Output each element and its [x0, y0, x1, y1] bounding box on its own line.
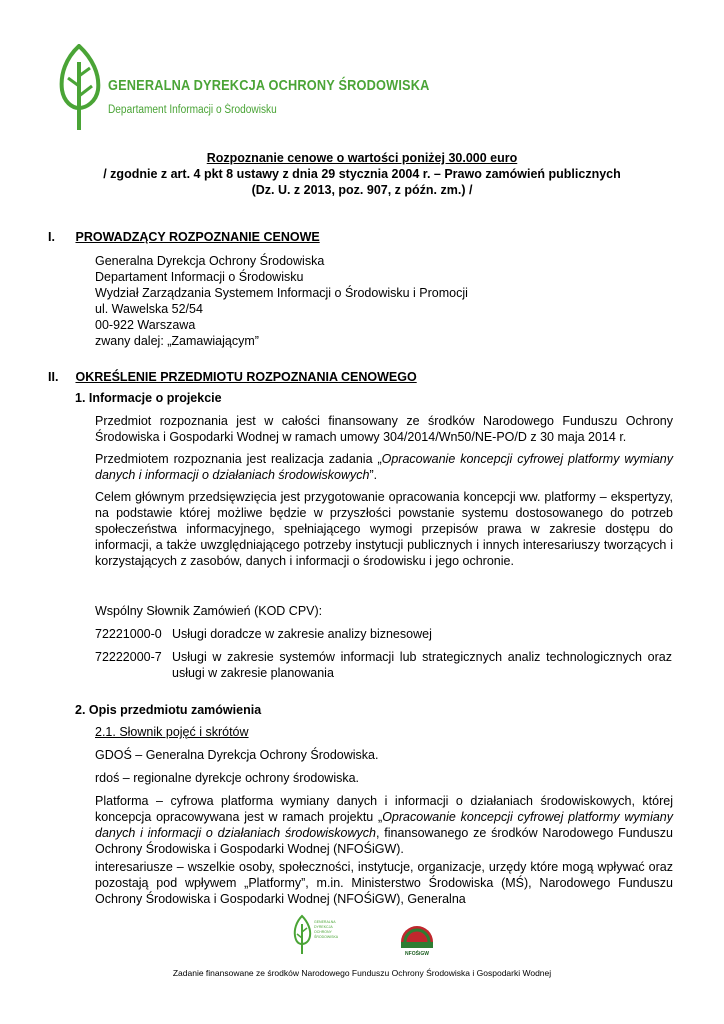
- subsection-1-heading: 1. Informacje o projekcie: [75, 391, 222, 405]
- section-1-number: I.: [48, 230, 55, 244]
- address-line: zwany dalej: „Zamawiającym”: [95, 334, 259, 348]
- footer-text: Zadanie finansowane ze środków Narodowego Funduszu Ochrony Środowiska i Gospodarki Wodnej: [172, 968, 552, 978]
- cpv-item: [95, 649, 673, 681]
- subsection-2-1-heading: 2.1. Słownik pojęć i skrótów: [95, 725, 249, 739]
- cpv-code: 72222000-7: [95, 650, 162, 664]
- section-2-heading: [48, 369, 417, 385]
- definition-gdos: GDOŚ – Generalna Dyrekcja Ochrony Środowiska.: [95, 748, 379, 762]
- definition-stakeholders: interesariusze – wszelkie osoby, społeczności, instytucje, organizacje, urzędy które mogą wpływać oraz pozostają pod wpływem „Platformy”, m.in. Ministerstwo Środowiska (MŚ), Narodowego Funduszu Ochrony Środowiska i Gospodarki Wodnej (NFOŚiGW), Generalna: [95, 860, 673, 906]
- logo2-text: NFOŚiGW: [405, 951, 429, 957]
- definition-platform: Platforma – cyfrowa platforma wymiany danych i informacji o działaniach środowiskowych, której koncepcja opracowywana jest w ramach projektu „Opracowanie koncepcji cyfrowej platformy wymiany danych i informacji o działaniach środowiskowych, finansowanego ze środków Narodowego Funduszu Ochrony Środowiska i Gospodarki Wodnej (NFOŚiGW).: [95, 794, 673, 856]
- address-line: Generalna Dyrekcja Ochrony Środowiska: [95, 254, 325, 268]
- address-line: Wydział Zarządzania Systemem Informacji o Środowisku i Promocji: [95, 286, 468, 300]
- logo1-text: DYREKCJA: [314, 925, 333, 929]
- paragraph-financing: Przedmiot rozpoznania jest w całości finansowany ze środków Narodowego Funduszu Ochrony Środowiska i Gospodarki Wodnej w ramach umowy 304/2014/Wn50/NE-PO/D z 30 maja 2014 r.: [95, 414, 673, 444]
- cpv-description: Usługi w zakresie systemów informacji lub strategicznych analiz technologicznych oraz usługi w zakresie planowania: [172, 650, 672, 680]
- document-title: [60, 150, 664, 198]
- logo1-text: GENERALNA: [314, 920, 336, 924]
- footer-logos: [292, 914, 442, 958]
- org-name: GENERALNA DYREKCJA OCHRONY ŚRODOWISKA: [108, 78, 430, 94]
- nfosigw-logo-icon: [397, 914, 437, 958]
- logo1-text: ŚRODOWISKA: [314, 935, 338, 939]
- title-line-2: / zgodnie z art. 4 pkt 8 ustawy z dnia 29 stycznia 2004 r. – Prawo zamówień publicznych: [103, 167, 621, 181]
- gdos-small-logo-icon: [292, 914, 338, 958]
- section-1-heading: [48, 229, 320, 245]
- section-2-label: OKREŚLENIE PRZEDMIOTU ROZPOZNANIA CENOWEGO: [75, 370, 417, 384]
- subsection-2-heading: 2. Opis przedmiotu zamówienia: [75, 703, 262, 717]
- cpv-item: [95, 626, 673, 642]
- cpv-code: 72221000-0: [95, 627, 162, 641]
- section-2-number: II.: [48, 370, 59, 384]
- address-line: ul. Wawelska 52/54: [95, 302, 203, 316]
- address-line: 00-922 Warszawa: [95, 318, 196, 332]
- header: [58, 44, 458, 134]
- definition-rdos: rdoś – regionalne dyrekcje ochrony środowiska.: [95, 771, 360, 785]
- cpv-description: Usługi doradcze w zakresie analizy biznesowej: [172, 627, 432, 641]
- gdos-leaf-logo-icon: [58, 44, 104, 134]
- paragraph-subject: Przedmiotem rozpoznania jest realizacja zadania „Opracowanie koncepcji cyfrowej platformy wymiany danych i informacji o działaniach środowiskowych”.: [95, 452, 673, 482]
- section-1-label: PROWADZĄCY ROZPOZNANIE CENOWE: [75, 230, 320, 244]
- address-line: Departament Informacji o Środowisku: [95, 270, 304, 284]
- title-line-1: Rozpoznanie cenowe o wartości poniżej 30.000 euro: [206, 151, 518, 165]
- logo1-text: OCHRONY: [314, 930, 332, 934]
- dept-name: Departament Informacji o Środowisku: [108, 104, 277, 116]
- paragraph-goal: Celem głównym przedsięwzięcia jest przygotowanie opracowania koncepcji ww. platformy – ekspertyzy, na podstawie której możliwe będzie w przyszłości powstanie systemu dostosowanego do potrzeb społeczeństwa informacyjnego, spełniającego wymogi przepisów prawa w zakresie dostępu do informacji, a także uwzględniającego potrzeby instytucji publicznych i innych interesariuszy tworzących i korzystających z zasobów, danych i informacji o środowisku i jego ochronie.: [95, 490, 673, 568]
- title-line-3: (Dz. U. z 2013, poz. 907, z późn. zm.) /: [251, 183, 473, 197]
- cpv-title: Wspólny Słownik Zamówień (KOD CPV):: [95, 604, 323, 618]
